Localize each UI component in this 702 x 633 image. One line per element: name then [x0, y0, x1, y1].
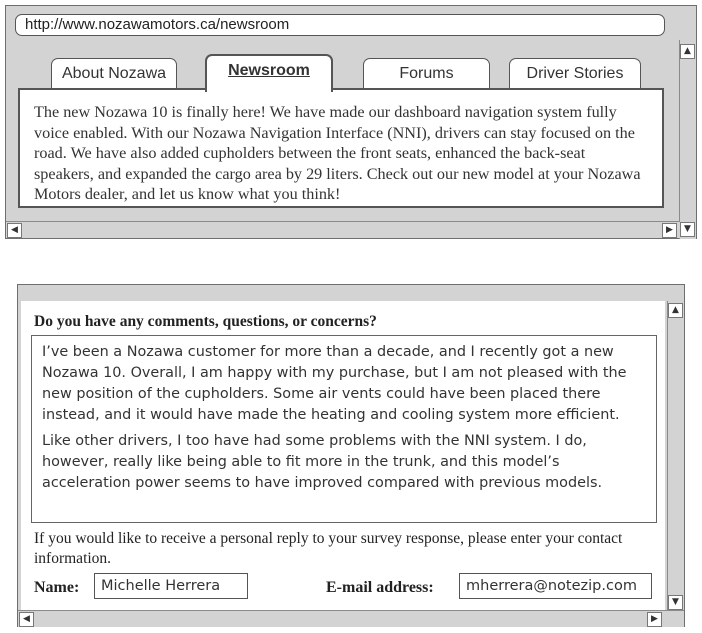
tab-newsroom[interactable]: Newsroom: [205, 54, 333, 92]
tab-about-nozawa[interactable]: About Nozawa: [51, 58, 177, 90]
scroll-left-icon[interactable]: ◀: [19, 612, 34, 627]
vertical-scrollbar[interactable]: [667, 301, 684, 612]
scroll-up-icon[interactable]: ▲: [680, 44, 695, 59]
comment-paragraph: I’ve been a Nozawa customer for more than a decade, and I recently got a new Nozawa 10. Overall, I am happy with my purchase, but I am not pleased with the new position of the cupholders. Some air vents could have been placed there instead, and it would have made the heating and cooling system more efficient.: [42, 344, 627, 423]
browser-window: [5, 5, 697, 239]
survey-window: [17, 284, 685, 627]
tab-driver-stories[interactable]: Driver Stories: [509, 58, 641, 90]
scroll-up-icon[interactable]: ▲: [668, 303, 683, 318]
scroll-left-icon[interactable]: ◀: [7, 223, 22, 238]
reply-prompt: If you would like to receive a personal reply to your survey response, please enter your contact information.: [34, 530, 623, 567]
vertical-scrollbar[interactable]: [679, 40, 696, 239]
horizontal-scrollbar[interactable]: [6, 221, 680, 238]
email-field[interactable]: mherrera@notezip.com: [459, 573, 652, 599]
email-label: E-mail address:: [326, 579, 434, 596]
name-field[interactable]: Michelle Herrera: [94, 573, 248, 599]
survey-question: Do you have any comments, questions, or concerns?: [34, 313, 377, 330]
comment-paragraph: Like other drivers, I too have had some problems with the NNI system. I do, however, really like being able to fit more in the trunk, and this model’s acceleration power seems to have improved compared with previous models.: [42, 433, 603, 491]
scroll-right-icon[interactable]: ▶: [647, 612, 662, 627]
scroll-down-icon[interactable]: ▼: [668, 595, 683, 610]
scroll-right-icon[interactable]: ▶: [662, 223, 677, 238]
horizontal-scrollbar[interactable]: [18, 610, 684, 627]
survey-form: [21, 301, 665, 612]
tab-forums[interactable]: Forums: [363, 58, 490, 90]
scroll-down-icon[interactable]: ▼: [680, 222, 695, 237]
article-content: The new Nozawa 10 is finally here! We have made our dashboard navigation system fully voice enabled. With our Nozawa Navigation Interface (NNI), drivers can stay focused on the road. We have also added cupholders between the front seats, enhanced the back-seat speakers, and expanded the cargo area by 29 liters. Check out our new model at your Nozawa Motors dealer, and let us know what you think!: [18, 88, 664, 208]
name-label: Name:: [34, 579, 80, 596]
address-bar[interactable]: http://www.nozawamotors.ca/newsroom: [15, 14, 665, 36]
comment-textarea[interactable]: [31, 335, 657, 523]
